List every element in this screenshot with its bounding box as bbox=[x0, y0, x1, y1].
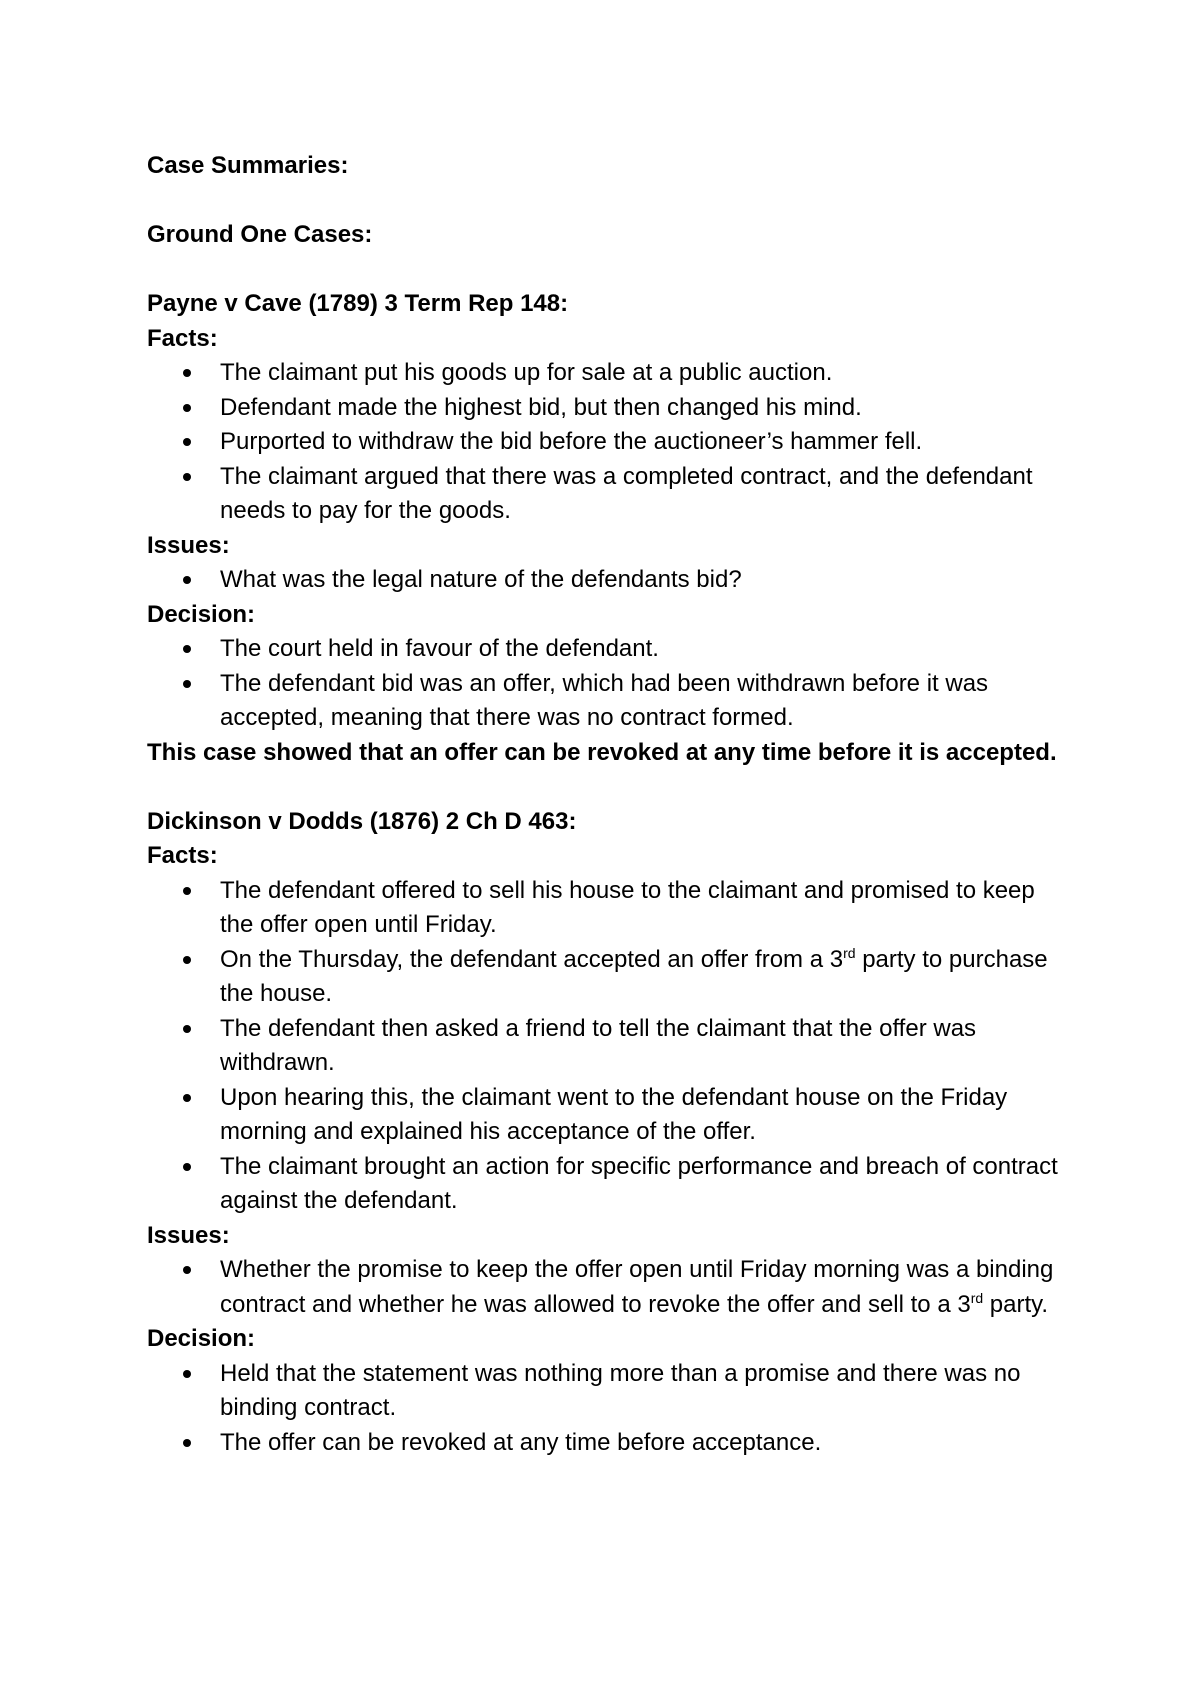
facts-list bbox=[147, 356, 1067, 529]
spacer bbox=[147, 253, 1067, 288]
issues-label: Issues: bbox=[147, 531, 230, 559]
list-item-text-post: party. bbox=[983, 1290, 1049, 1318]
spacer bbox=[147, 184, 1067, 219]
bullet-dot-icon bbox=[183, 369, 191, 377]
case-heading: Payne v Cave (1789) 3 Term Rep 148: bbox=[147, 290, 569, 317]
list-item bbox=[147, 1253, 1067, 1322]
list-item-text-post: party to purchase the house. bbox=[220, 945, 1048, 1007]
bullet-dot-icon bbox=[183, 1439, 191, 1447]
ordinal-superscript: rd bbox=[970, 1289, 984, 1306]
list-item-text: Defendant made the highest bid, but then changed his mind. bbox=[220, 393, 862, 421]
bullet-dot-icon bbox=[183, 1094, 191, 1102]
decision-label: Decision: bbox=[147, 1325, 256, 1352]
list-item-text: The defendant then asked a friend to tell the claimant that the offer was withdrawn. bbox=[220, 1014, 977, 1076]
list-item bbox=[147, 460, 1067, 529]
issues-label: Issues: bbox=[147, 1221, 230, 1249]
list-item bbox=[147, 1150, 1067, 1219]
decision-list bbox=[147, 632, 1067, 736]
list-item-text: The court held in favour of the defendant. bbox=[220, 635, 659, 662]
decision-label: Decision: bbox=[147, 600, 256, 628]
list-item bbox=[147, 874, 1067, 943]
document-page bbox=[147, 149, 1067, 1460]
list-item bbox=[147, 1426, 1067, 1461]
bullet-dot-icon bbox=[183, 1025, 191, 1033]
list-item bbox=[147, 943, 1067, 1012]
list-item-text: The defendant bid was an offer, which had been withdrawn before it was accepted, meaning that there was no contract formed. bbox=[220, 669, 989, 731]
issues-list bbox=[147, 1253, 1067, 1322]
list-item bbox=[147, 356, 1067, 391]
case-conclusion: This case showed that an offer can be revoked at any time before it is accepted. bbox=[147, 738, 1057, 766]
case-payne-v-cave bbox=[147, 287, 1067, 770]
list-item-text: Held that the statement was nothing more than a promise and there was no binding contract. bbox=[220, 1359, 1021, 1421]
list-item-text: The offer can be revoked at any time before acceptance. bbox=[220, 1428, 822, 1456]
list-item-text: The claimant argued that there was a completed contract, and the defendant needs to pay for the goods. bbox=[220, 462, 1033, 524]
bullet-dot-icon bbox=[183, 887, 191, 895]
list-item bbox=[147, 1357, 1067, 1426]
facts-label: Facts: bbox=[147, 324, 218, 352]
issues-list bbox=[147, 563, 1067, 598]
spacer bbox=[147, 770, 1067, 805]
list-item-text: What was the legal nature of the defendants bid? bbox=[220, 566, 742, 593]
ordinal-superscript: rd bbox=[843, 944, 856, 961]
bullet-dot-icon bbox=[183, 473, 191, 481]
list-item bbox=[147, 632, 1067, 667]
list-item-text-pre: Whether the promise to keep the offer open until Friday morning was a binding contract and whether he was allowed to revoke the offer and sell to a 3 bbox=[220, 1256, 1054, 1318]
bullet-dot-icon bbox=[183, 956, 191, 964]
bullet-dot-icon bbox=[183, 404, 191, 412]
bullet-dot-icon bbox=[183, 680, 191, 688]
bullet-dot-icon bbox=[183, 1370, 191, 1378]
bullet-dot-icon bbox=[183, 645, 191, 653]
decision-list bbox=[147, 1357, 1067, 1461]
list-item-text-pre: On the Thursday, the defendant accepted an offer from a 3 bbox=[220, 945, 844, 973]
list-item-text: The defendant offered to sell his house to the claimant and promised to keep the offer open until Friday. bbox=[220, 876, 1035, 938]
list-item bbox=[147, 563, 1067, 598]
list-item bbox=[147, 391, 1067, 426]
list-item bbox=[147, 1012, 1067, 1081]
facts-list bbox=[147, 874, 1067, 1219]
bullet-dot-icon bbox=[183, 1163, 191, 1171]
bullet-dot-icon bbox=[183, 438, 191, 446]
list-item-text: Upon hearing this, the claimant went to the defendant house on the Friday morning and explained his acceptance of the offer. bbox=[220, 1083, 1008, 1145]
section-heading: Ground One Cases: bbox=[147, 221, 373, 248]
bullet-dot-icon bbox=[183, 1266, 191, 1274]
list-item-text: Purported to withdraw the bid before the auctioneer’s hammer fell. bbox=[220, 428, 923, 455]
list-item-text: The claimant brought an action for specific performance and breach of contract against the defendant. bbox=[220, 1152, 1058, 1214]
list-item bbox=[147, 667, 1067, 736]
list-item bbox=[147, 1081, 1067, 1150]
bullet-dot-icon bbox=[183, 576, 191, 584]
document-title: Case Summaries: bbox=[147, 152, 349, 179]
list-item bbox=[147, 425, 1067, 460]
list-item-text: The claimant put his goods up for sale at a public auction. bbox=[220, 359, 833, 386]
case-heading: Dickinson v Dodds (1876) 2 Ch D 463: bbox=[147, 807, 577, 835]
case-dickinson-v-dodds bbox=[147, 805, 1067, 1461]
facts-label: Facts: bbox=[147, 842, 218, 869]
